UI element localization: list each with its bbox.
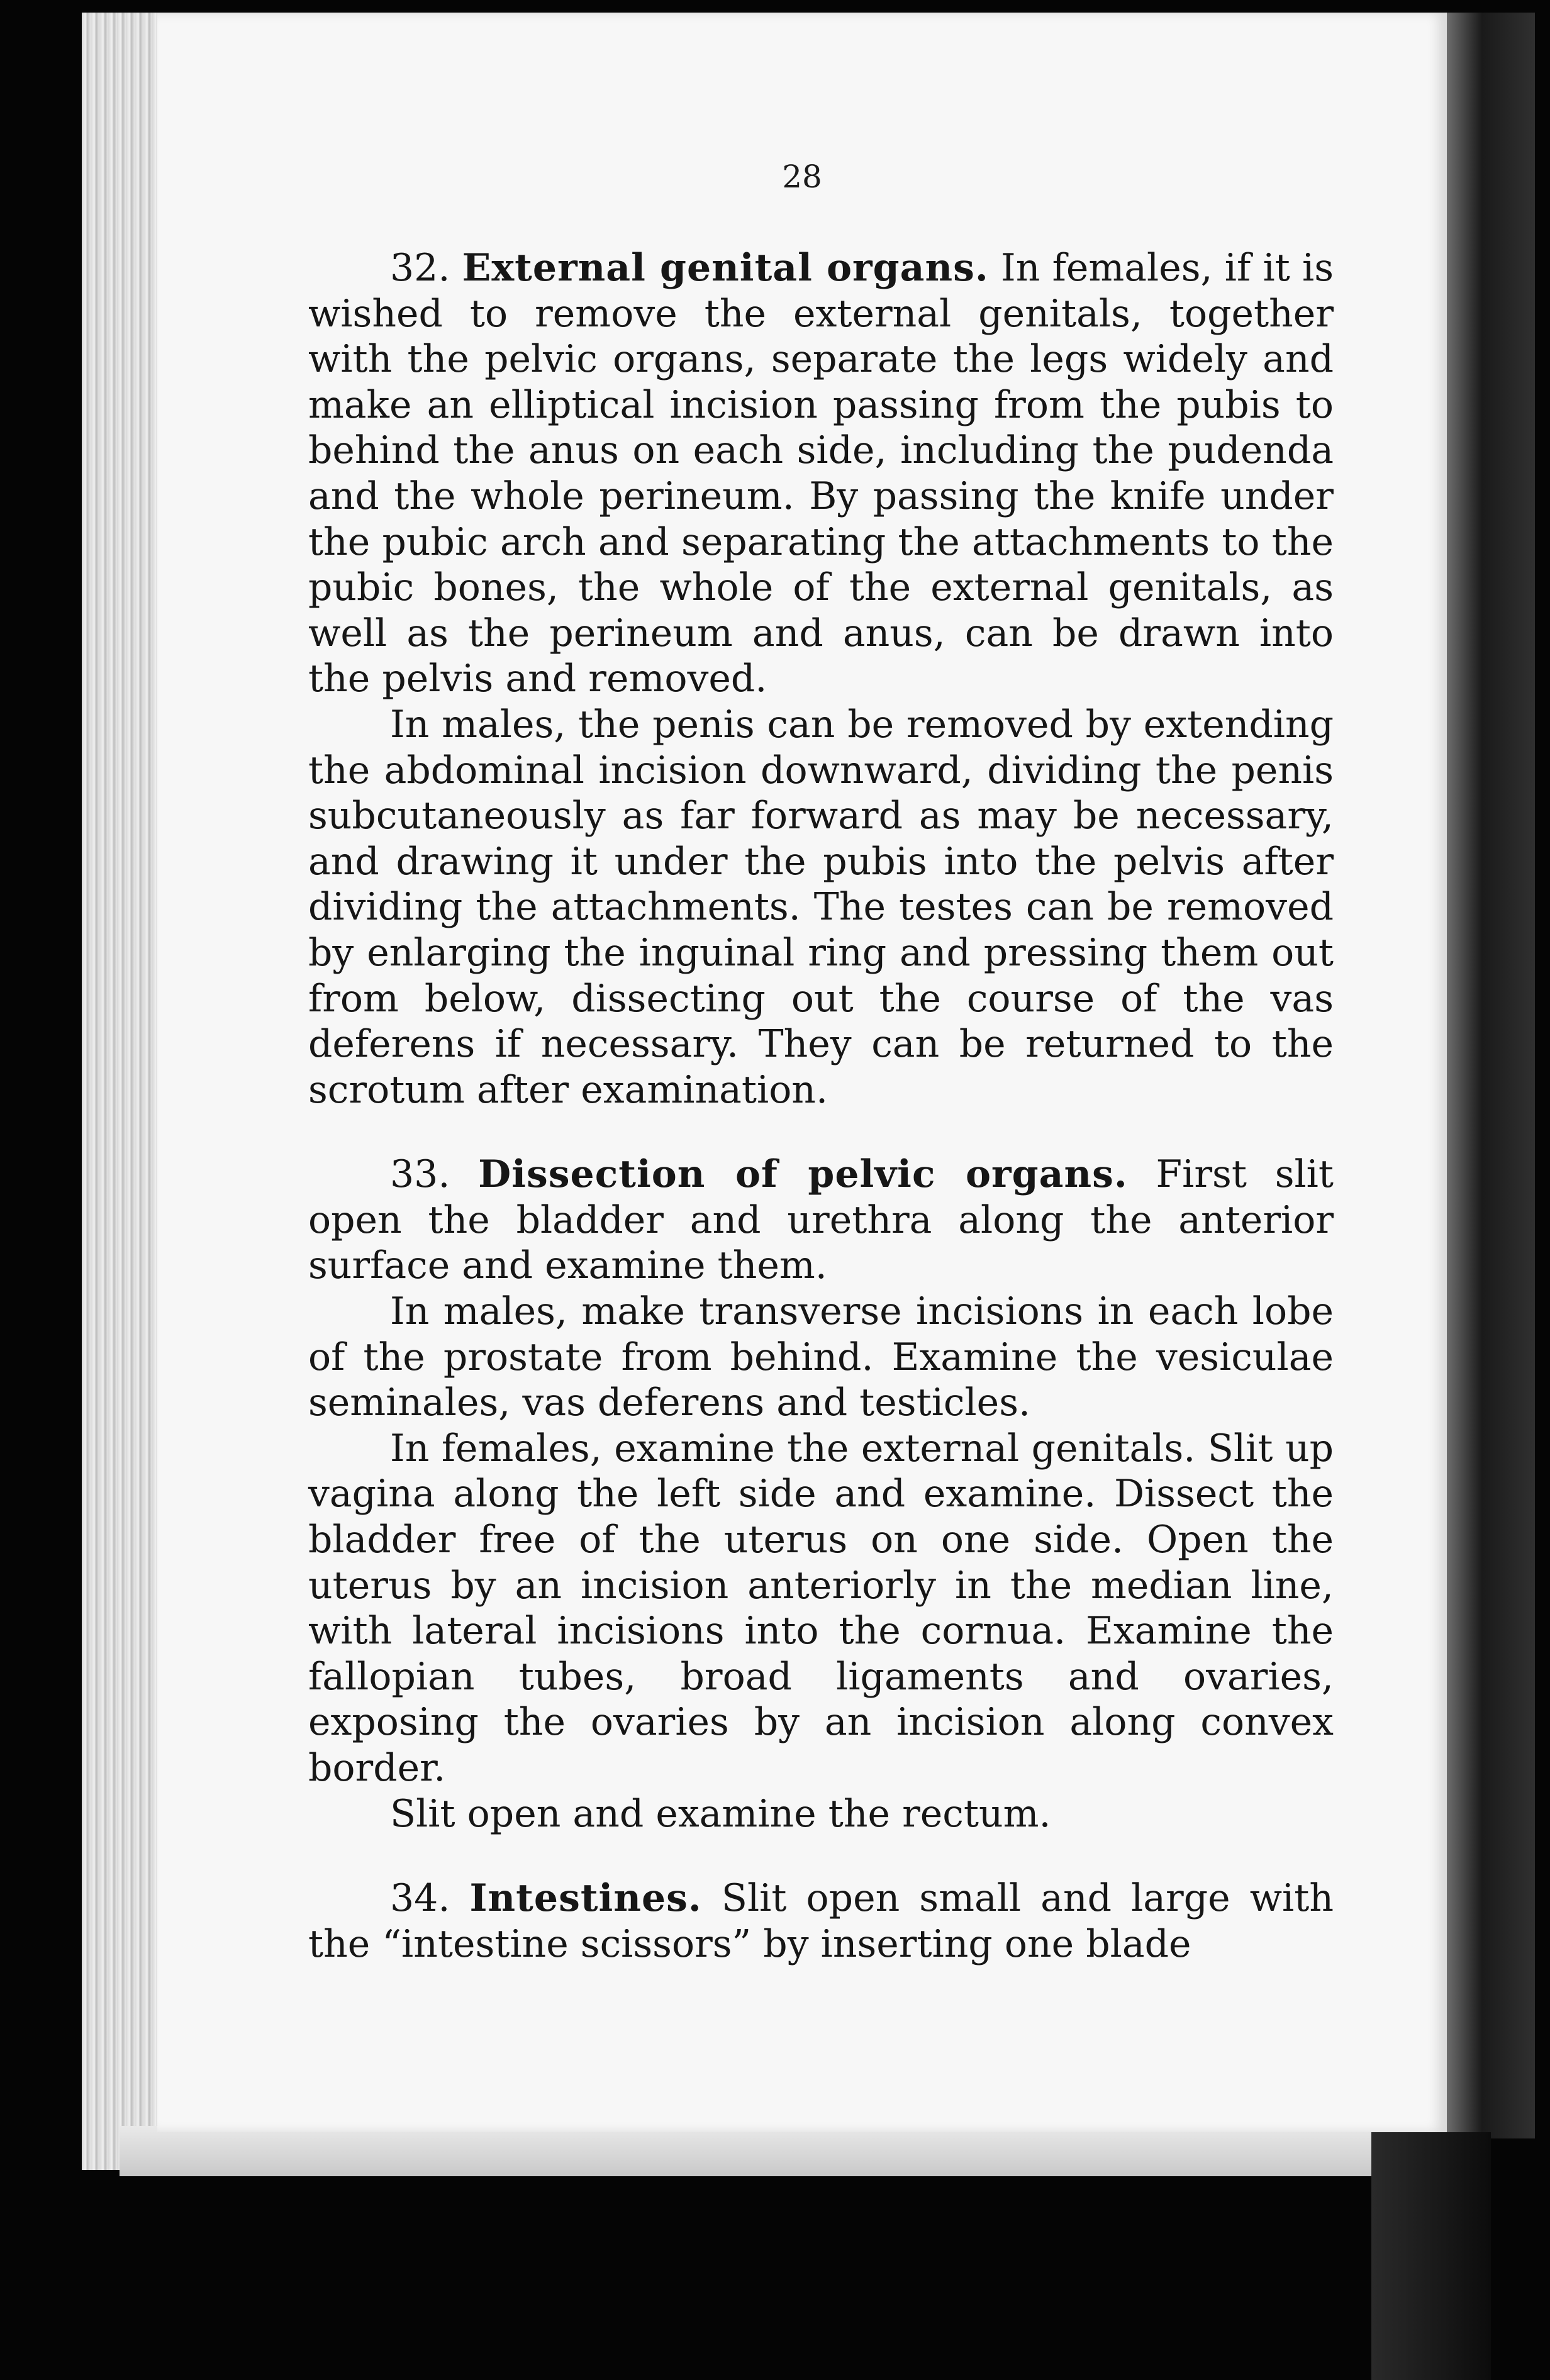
section-paragraph: In males, the penis can be removed by extending the abdominal incision downward, dividing the penis subcutaneously as far forward as may be necessary, and drawing it under the pubis into the pelvis after dividing the attachments. The testes can be removed by enlarging the inguinal ring and pressing them out from below, dissecting out the course of the vas deferens if necessary. They can be returned to the scrotum after examination.: [308, 702, 1334, 1112]
section-paragraph: In males, make transverse incisions in each lobe of the prostate from behind. Examine the vesiculae seminales, vas deferens and testicles.: [308, 1289, 1334, 1425]
section-paragraph: [308, 245, 1334, 702]
section-heading: Intestines.: [469, 1876, 702, 1921]
page-body: [308, 245, 1334, 1967]
section-34: [308, 1876, 1334, 1967]
page-bottom-edge: [120, 2126, 1466, 2176]
section-paragraph: Slit open and examine the rectum.: [390, 1791, 1051, 1836]
page-number: 28: [782, 158, 822, 195]
section-paragraph: [308, 1876, 1334, 1967]
paragraph-text: First slit open the bladder and urethra along the anterior surface and examine them.: [308, 1152, 1334, 1288]
section-heading: External genital organs.: [462, 246, 989, 290]
section-number: 32.: [390, 246, 450, 290]
section-heading: Dissection of pelvic organs.: [478, 1152, 1128, 1197]
paragraph-text: In females, if it is wished to remove the external genitals, together with the pelvic organs, separate the legs widely and make an elliptical incision passing from the pubis to behind the anus on each side, including the pudenda and the whole perineum. By passing the knife under the pubic arch and separating the attachments to the pubic bones, the whole of the external genitals, as well as the perineum and anus, can be drawn into the pelvis and removed.: [308, 246, 1334, 701]
bottom-shadow: [1371, 2132, 1491, 2380]
paragraph-text: Slit open small and large with the “intestine scissors” by inserting one blade: [308, 1876, 1334, 1966]
page-edge-stack: [82, 13, 164, 2170]
section-number: 34.: [390, 1876, 450, 1921]
section-number: 33.: [390, 1152, 450, 1197]
section-32: [308, 245, 1334, 1113]
section-paragraph: In females, examine the external genitals. Slit up vagina along the left side and examine. Dissect the bladder free of the uterus on one side. Open the uterus by an incision anteriorly in the median line, with lateral incisions into the cornua. Examine the fallopian tubes, broad ligaments and ovaries, exposing the ovaries by an incision along convex border.: [308, 1426, 1334, 1790]
binding-gutter: [1447, 13, 1535, 2138]
section-33: [308, 1152, 1334, 1837]
section-paragraph: [308, 1152, 1334, 1289]
